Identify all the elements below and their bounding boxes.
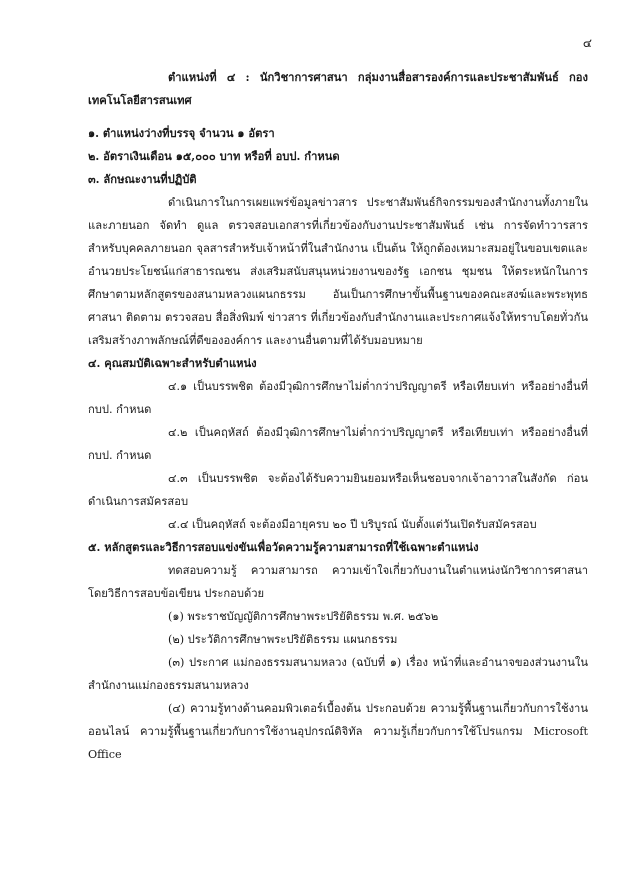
- page-number: ๔: [582, 36, 592, 50]
- position-title: ตำแหน่งที่ ๔ : นักวิชาการศาสนา กลุ่มงานสื่อสารองค์การและประชาสัมพันธ์ กองเทคโนโลยีสารสนเทศ: [88, 70, 588, 107]
- item-4-sub-2: ๔.๒ เป็นคฤหัสถ์ ต้องมีวุฒิการศึกษาไม่ต่ำกว่าปริญญาตรี หรือเทียบเท่า หรืออย่างอื่นที่ กบป. กำหนด: [88, 426, 588, 462]
- item-3-heading: ๓. ลักษณะงานที่ปฏิบัติ: [88, 172, 197, 186]
- item-5-sub-1: (๑) พระราชบัญญัติการศึกษาพระปริยัติธรรม พ.ศ. ๒๕๖๒: [168, 610, 439, 623]
- item-4-heading: ๔. คุณสมบัติเฉพาะสำหรับตำแหน่ง: [88, 356, 257, 370]
- item-4-sub-4: ๔.๔ เป็นคฤหัสถ์ จะต้องมีอายุครบ ๒๐ ปี บริบูรณ์ นับตั้งแต่วันเปิดรับสมัครสอบ: [168, 518, 537, 531]
- item-4-sub-1: ๔.๑ เป็นบรรพชิต ต้องมีวุฒิการศึกษาไม่ต่ำกว่าปริญญาตรี หรือเทียบเท่า หรืออย่างอื่นที่ กบป. กำหนด: [88, 380, 588, 416]
- item-5-intro: ทดสอบความรู้ ความสามารถ ความเข้าใจเกี่ยวกับงานในตำแหน่งนักวิชาการศาสนา โดยวิธีการสอบข้อเขียน ประกอบด้วย: [88, 564, 588, 600]
- item-5-sub-2: (๒) ประวัติการศึกษาพระปริยัติธรรม แผนกธรรม: [168, 633, 398, 646]
- item-1-vacancy: ๑. ตำแหน่งว่างที่บรรจุ จำนวน ๑ อัตรา: [88, 126, 275, 140]
- item-5-sub-3: (๓) ประกาศ แม่กองธรรมสนามหลวง (ฉบับที่ ๑) เรื่อง หน้าที่และอำนาจของส่วนงานในสำนักงานแม่กองธรรมสนามหลวง: [88, 656, 588, 692]
- item-4-sub-3: ๔.๓ เป็นบรรพชิต จะต้องได้รับความยินยอมหรือเห็นชอบจากเจ้าอาวาสในสังกัด ก่อนดำเนินการสมัครสอบ: [88, 472, 588, 508]
- item-3-body: ดำเนินการในการเผยแพร่ข้อมูลข่าวสาร ประชาสัมพันธ์กิจกรรมของสำนักงานทั้งภายในและภายนอก จัดทำ ดูแล ตรวจสอบเอกสารที่เกี่ยวข้องกับงานประชาสัมพันธ์ เช่น การจัดทำวารสารสำหรับบุคคลภายนอก จุลสารสำหรับเจ้าหน้าที่ในสำนักงาน เป็นต้น ให้ถูกต้องเหมาะสมอยู่ในขอบเขตและอำนวยประโยชน์แก่สาธารณชน ส่งเสริมสนับสนุนหน่วยงานของรัฐ เอกชน ชุมชน ให้ตระหนักในการศึกษาตามหลักสูตรของสนามหลวงแผนกธรรม อันเป็นการศึกษาขั้นพื้นฐานของคณะสงฆ์และพระพุทธศาสนา ติดตาม ตรวจสอบ สื่อสิ่งพิมพ์ ข่าวสาร ที่เกี่ยวข้องกับสำนักงานและประกาศแจ้งให้ทราบโดยทั่วกัน เสริมสร้างภาพลักษณ์ที่ดีขององค์การ และงานอื่นตามที่ได้รับมอบหมาย: [88, 196, 588, 347]
- item-5-sub-4: (๔) ความรู้ทางด้านคอมพิวเตอร์เบื้องต้น ประกอบด้วย ความรู้พื้นฐานเกี่ยวกับการใช้งานออนไลน์ ความรู้พื้นฐานเกี่ยวกับการใช้งานอุปกรณ์ดิจิทัล ความรู้เกี่ยวกับการใช้โปรแกรม Microsoft Office: [88, 702, 588, 761]
- document-body: [88, 66, 588, 766]
- item-5-heading: ๕. หลักสูตรและวิธีการสอบแข่งขันเพื่อวัดความรู้ความสามารถที่ใช้เฉพาะตำแหน่ง: [88, 540, 479, 554]
- item-2-salary: ๒. อัตราเงินเดือน ๑๕,๐๐๐ บาท หรือที่ อบป. กำหนด: [88, 149, 340, 163]
